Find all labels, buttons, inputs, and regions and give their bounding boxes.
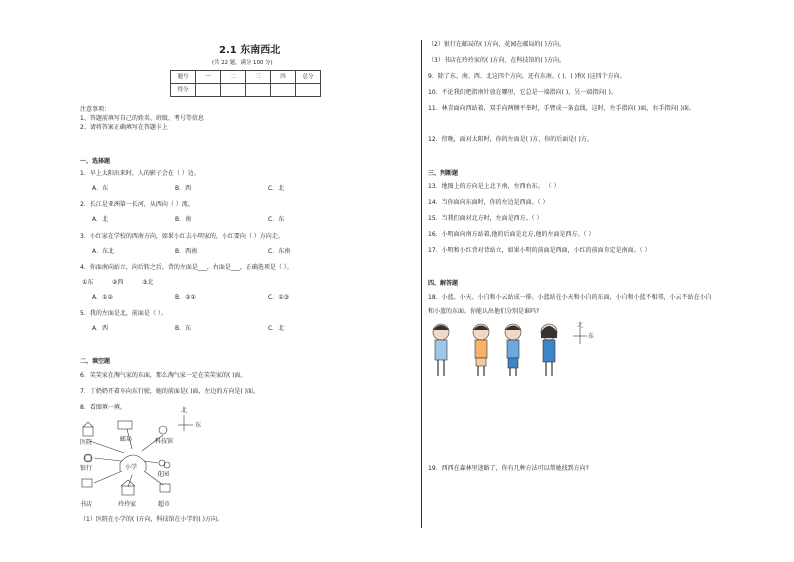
section-solve-title: 四、解答题 — [428, 280, 459, 287]
post-office-icon — [118, 421, 132, 429]
score-cell[interactable] — [246, 84, 271, 97]
question-13: 13．地图上的方向是上北下南，左西右东。 （ ） — [428, 183, 560, 190]
q18-east-label: 东 — [588, 333, 595, 340]
q18-north-label: 北 — [577, 322, 584, 329]
score-cell[interactable] — [271, 84, 296, 97]
bank-icon — [85, 455, 91, 461]
section-fill-title: 二、填空题 — [80, 358, 111, 365]
child-figure — [473, 324, 489, 376]
school-arch — [120, 455, 146, 463]
lingling-home-icon — [122, 486, 134, 495]
q5-option-b[interactable]: B．东 — [175, 325, 192, 332]
question-10: 10．不论我们把指南针放在哪里，它总是一端指向( )，另一端指向( )。 — [428, 89, 617, 96]
score-header-cell: 二 — [221, 71, 246, 84]
q2-option-a[interactable]: A．北 — [92, 216, 109, 223]
score-header-row — [171, 71, 321, 84]
question-8-3: （3）书店在玲玲家的( )方向，在科技馆的( )方向。 — [428, 57, 565, 64]
question-2: 2．长江是亚洲第一长河，从西向（ ）流。 — [80, 201, 194, 208]
map-label-supermarket: 超市 — [158, 501, 171, 508]
q1-option-b[interactable]: B．西 — [175, 185, 192, 192]
question-9: 9．除了东、南、西、北这四个方向，还有东南、( )、( )和( )这四个方向。 — [428, 73, 626, 80]
score-cell[interactable] — [221, 84, 246, 97]
note-item: 1、答题前填写自己的姓名、班级、考号等信息 — [80, 115, 204, 122]
score-value-row — [171, 84, 321, 97]
bookstore-icon — [82, 479, 92, 487]
map-label-post-office: 邮局 — [120, 436, 133, 443]
q4-option-c[interactable]: C．①③ — [268, 294, 289, 301]
score-cell[interactable] — [196, 84, 221, 97]
q4-option-b[interactable]: B．②① — [175, 294, 196, 301]
children-illustration — [425, 320, 595, 382]
score-header-cell: 一 — [196, 71, 221, 84]
path-line — [94, 471, 122, 483]
map-label-bank: 银行 — [80, 465, 93, 472]
question-5: 5．我的左面是北，前面是（ ）。 — [80, 310, 167, 317]
score-table — [170, 70, 321, 97]
q4-item: ①东 — [82, 279, 94, 286]
map-label-science-museum: 科技馆 — [155, 438, 174, 445]
q1-option-c[interactable]: C．北 — [268, 185, 285, 192]
map-label-garden: 花园 — [157, 471, 170, 478]
q3-option-c[interactable]: C．东南 — [268, 248, 291, 255]
question-4: 4．你面南向站立，向后转之后，背的左面是___，右面是___，正确选项是（ ）。 — [80, 264, 293, 271]
child-figure — [541, 324, 557, 376]
question-8: 8．看图填一填。 — [80, 404, 126, 411]
path-line — [128, 475, 132, 487]
q5-option-a[interactable]: A．西 — [92, 325, 109, 332]
science-museum-icon — [159, 426, 167, 434]
map-label-hospital: 医院 — [80, 439, 93, 446]
question-12: 12．傍晚，面对太阳时，你的左面是( )方，你的后面是( )方。 — [428, 136, 593, 143]
score-header-cell: 总分 — [296, 71, 321, 84]
question-18-line1: 18．小蓝、小天、小白和小云站成一排。小蓝站在小天和小白的东面，小白和小蓝不相邻，小云不站在小白 — [428, 294, 712, 301]
compass-north-label: 北 — [181, 407, 188, 414]
score-cell[interactable] — [296, 84, 321, 97]
question-16: 16．小明面向南方站着,他的后面是北方,他的左面是西方。（ ） — [428, 231, 595, 238]
child-figure — [505, 324, 521, 376]
score-header-cell: 三 — [246, 71, 271, 84]
score-header-cell: 题号 — [171, 71, 196, 84]
column-divider — [421, 40, 422, 528]
supermarket-icon — [160, 484, 170, 492]
note-item: 2、请将答案正确填写在答题卡上 — [80, 124, 168, 131]
question-3: 3．小红家在学校的西南方向，如果小红去小明家的，小红要向（ ）方向走。 — [80, 233, 284, 240]
question-11: 11．林青面向西站着，双手向两侧平举时，手臂成一条直线，这时，左手指向( )面，右手指向( )面。 — [428, 105, 695, 112]
hospital-icon — [83, 427, 93, 436]
children-drawing — [425, 320, 595, 382]
question-8-1: （1）医院在小学的( )方向，科技馆在小学的( )方向。 — [80, 516, 223, 523]
question-6: 6．笑笑家在淘气家的东面，那么淘气家一定在笑笑家的( )面。 — [80, 372, 247, 379]
question-19: 19．西西在森林里迷路了，你有几种方法可以帮她找到方向? — [428, 465, 589, 472]
q2-option-b[interactable]: B．南 — [175, 216, 192, 223]
page-title: 2.1 东南西北 — [219, 45, 281, 56]
score-header-cell: 四 — [271, 71, 296, 84]
question-17: 17．小明和小红背对背站立，如果小明的前面是西面，小红的前面肯定是南面。（ ） — [428, 247, 651, 254]
map-label-school: 小学 — [125, 464, 138, 471]
page-subtitle: (共 22 题，满分 100 分) — [212, 60, 273, 66]
section-judge-title: 三、判断题 — [428, 170, 459, 177]
map-label-bookstore: 书店 — [80, 501, 93, 508]
q4-item: ③北 — [142, 279, 154, 286]
q4-item: ②西 — [112, 279, 124, 286]
child-figure — [433, 324, 449, 376]
path-line — [90, 441, 124, 453]
map-label-lingling-home: 玲玲家 — [118, 501, 137, 508]
q3-option-a[interactable]: A．东北 — [92, 248, 115, 255]
question-1: 1．早上太阳出来时，人的影子会在（ ）边。 — [80, 170, 200, 177]
section-choice-title: 一、选择题 — [80, 158, 111, 165]
path-line — [94, 458, 122, 461]
question-18-line2: 和小蓝的东面。你能认出他们分别是谁吗? — [428, 308, 540, 315]
q1-option-a[interactable]: A．东 — [92, 185, 109, 192]
question-8-2: （2）银行在邮局的( )方向，花园在邮局的( )方向。 — [428, 41, 565, 48]
lingling-home-icon — [121, 480, 135, 486]
notes-title: 注意事项： — [80, 106, 111, 113]
question-14: 14．当你面向东面时，你的左边是西面。（ ） — [428, 199, 549, 206]
compass-mark — [573, 328, 587, 344]
q2-option-c[interactable]: C．东 — [268, 216, 285, 223]
hospital-icon — [83, 422, 93, 427]
q5-option-c[interactable]: C．北 — [268, 325, 285, 332]
compass-east-label: 东 — [195, 422, 202, 429]
q4-option-a[interactable]: A．①② — [92, 294, 113, 301]
garden-icon — [164, 462, 170, 468]
score-row-label: 得分 — [171, 84, 196, 97]
question-15: 15．当我们面对北方时，左面是西方。（ ） — [428, 215, 543, 222]
question-7: 7．丁奶奶开着车向东行驶，她的前面是( )面，左边的方向是( )面。 — [80, 388, 259, 395]
q3-option-b[interactable]: B．西南 — [175, 248, 198, 255]
